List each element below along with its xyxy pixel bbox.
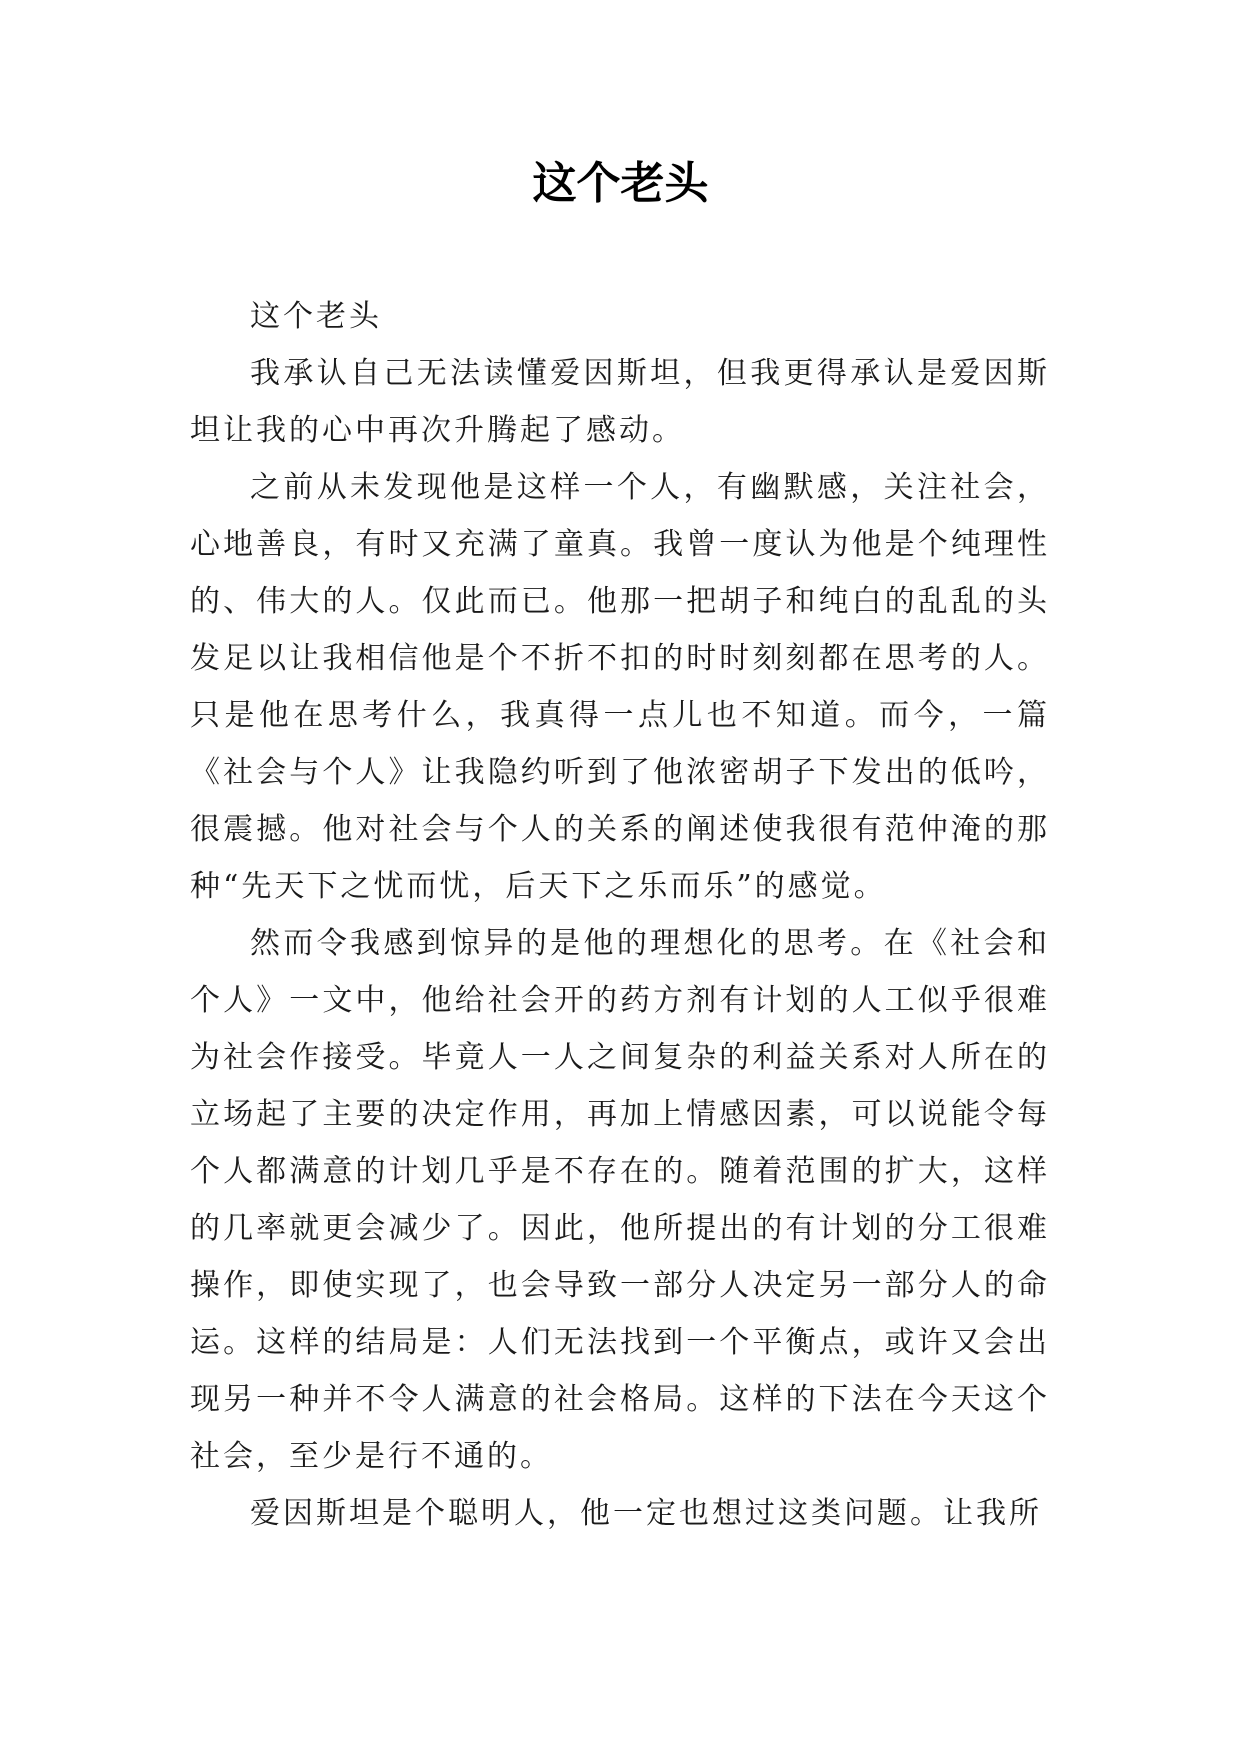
paragraph: 这个老头 (250, 299, 382, 334)
paragraph: 我承认自己无法读懂爱因斯坦，但我更得承认是爱因斯坦让我的心中再次升腾起了感动。 (190, 356, 1050, 448)
document-title: 这个老头 (532, 158, 709, 209)
paragraph: 爱因斯坦是个聪明人，他一定也想过这类问题。让我所 (250, 1496, 1042, 1531)
paragraph: 之前从未发现他是这样一个人，有幽默感，关注社会，心地善良，有时又充满了童真。我曾一度认为他是个纯理性的、伟大的人。仅此而已。他那一把胡子和纯白的乱乱的头发足以让我相信他是个不折不扣的时时刻刻都在思考的人。只是他在思考什么，我真得一点儿也不知道。而今，一篇《社会与个人》让我隐约听到了他浓密胡子下发出的低吟，很震撼。他对社会与个人的关系的阐述使我很有范仲淹的那种“先天下之忧而忧，后天下之乐而乐”的感觉。 (190, 470, 1050, 904)
paragraph: 然而令我感到惊异的是他的理想化的思考。在《社会和个人》一文中，他给社会开的药方剂有计划的人工似乎很难为社会作接受。毕竟人一人之间复杂的利益关系对人所在的立场起了主要的决定作用，再加上情感因素，可以说能令每个人都满意的计划几乎是不存在的。随着范围的扩大，这样的几率就更会减少了。因此，他所提出的有计划的分工很难操作，即使实现了，也会导致一部分人决定另一部分人的命运。这样的结局是：人们无法找到一个平衡点，或许又会出现另一种并不令人满意的社会格局。这样的下法在今天这个社会，至少是行不通的。 (190, 926, 1050, 1474)
document-body (190, 288, 1050, 1542)
